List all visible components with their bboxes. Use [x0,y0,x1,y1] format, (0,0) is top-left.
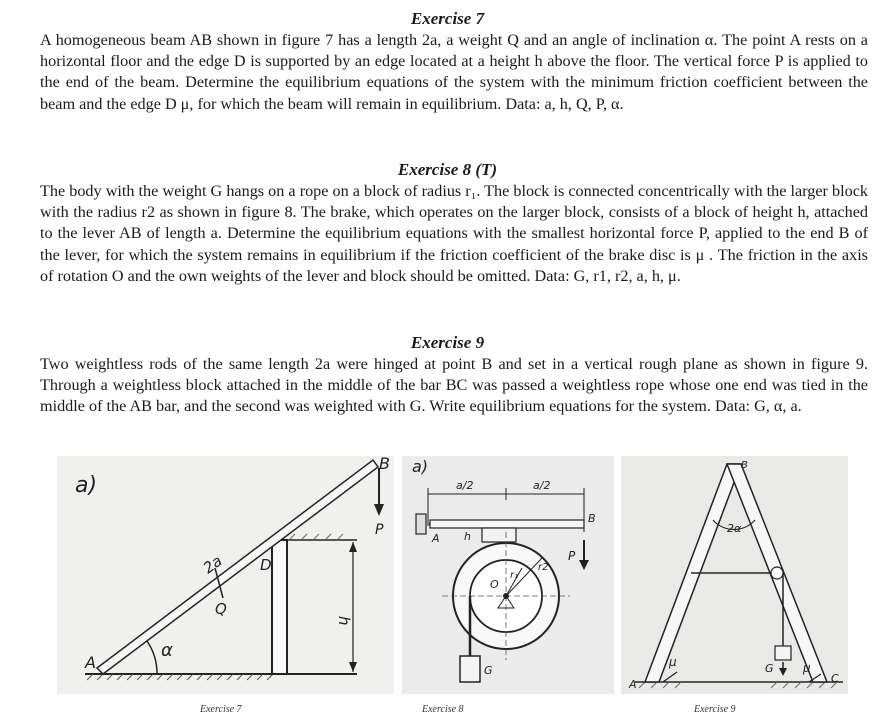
figure-7 [57,456,394,694]
fig7-label-d: D [260,556,272,574]
fig7-label-alpha: α [161,640,173,661]
figure-7-caption: Exercise 7 [200,704,242,715]
figure-7-drawing [57,456,394,694]
fig8-label-a: A [432,532,440,545]
exercise-7-title: Exercise 7 [410,9,485,28]
exercise-8-title: Exercise 8 (T) [397,160,498,179]
figure-8-caption: Exercise 8 [422,704,464,715]
figure-8-drawing [402,456,614,694]
fig7-label-a: A [85,653,96,672]
fig9-label-c: C [831,672,839,685]
fig8-panel-label: a) [412,457,429,476]
fig8-label-o: O [490,578,499,591]
fig8-label-r1: r₁ [510,570,519,581]
fig9-label-mu-1: μ [669,655,677,669]
fig9-label-b: B [741,460,748,471]
fig8-label-r2: r2 [538,562,549,573]
figure-8 [402,456,614,694]
fig9-label-mu-2: μ [803,661,811,675]
fig7-label-b: B [379,456,390,473]
fig9-label-angle: 2α [727,522,742,535]
fig8-label-b: B [588,512,596,525]
exercise-8-text: The body with the weight G hangs on a rope on a block of radius r₁. The block is connected concentrically with the larger block with the radius r2 as shown in figure 8. The brake, which operates on the larger block, consists of a block of height h, attached to the lever AB of length a. Determine the equilibrium equations with the smallest horizontal force P, applied to the end B of the lever, for which the system remains in equilibrium if the friction coefficient of the brake disc is μ . The friction in the axis of rotation O and the own weights of the lever and block should be omitted. Data: G, r1, r2, a, h, μ. [40,182,868,285]
fig8-label-half-2: a/2 [533,479,551,492]
fig7-label-p: P [375,522,384,538]
exercise-7-text: A homogeneous beam AB shown in figure 7 has a length 2a, a weight Q and an angle of inclination α. The point A rests on a horizontal floor and the edge D is supported by an edge located at a height h above the floor. The vertical force P is applied to the end of the beam. Determine the equilibrium equations of the system with the minimum friction coefficient between the beam and the edge D μ, for which the beam will remain in equilibrium. Data: a, h, Q, P, α. [40,31,868,113]
fig7-label-h: h [335,616,353,626]
figure-9 [621,456,848,694]
figure-9-drawing [621,456,848,694]
fig9-label-g: G [765,662,774,675]
exercise-9-text: Two weightless rods of the same length 2a were hinged at point B and set in a vertical rough plane as shown in figure 9. Through a weightless block attached in the middle of the bar BC was passed a weightless rope whose one end was tied in the middle of the AB bar, and the second was weighted with G. Write equilibrium equations for the system. Data: G, α, a. [40,355,868,416]
fig9-label-a: A [629,678,637,691]
exercise-9-title: Exercise 9 [410,333,485,352]
fig8-label-half-1: a/2 [456,479,474,492]
figure-9-caption: Exercise 9 [694,704,736,715]
fig8-label-h: h [464,530,471,543]
fig7-label-q: Q [215,600,227,618]
fig7-label-2a: 2a [199,551,226,578]
fig8-label-g: G [484,664,493,677]
fig7-panel-label: a) [75,473,98,498]
fig8-label-p: P [568,549,576,563]
